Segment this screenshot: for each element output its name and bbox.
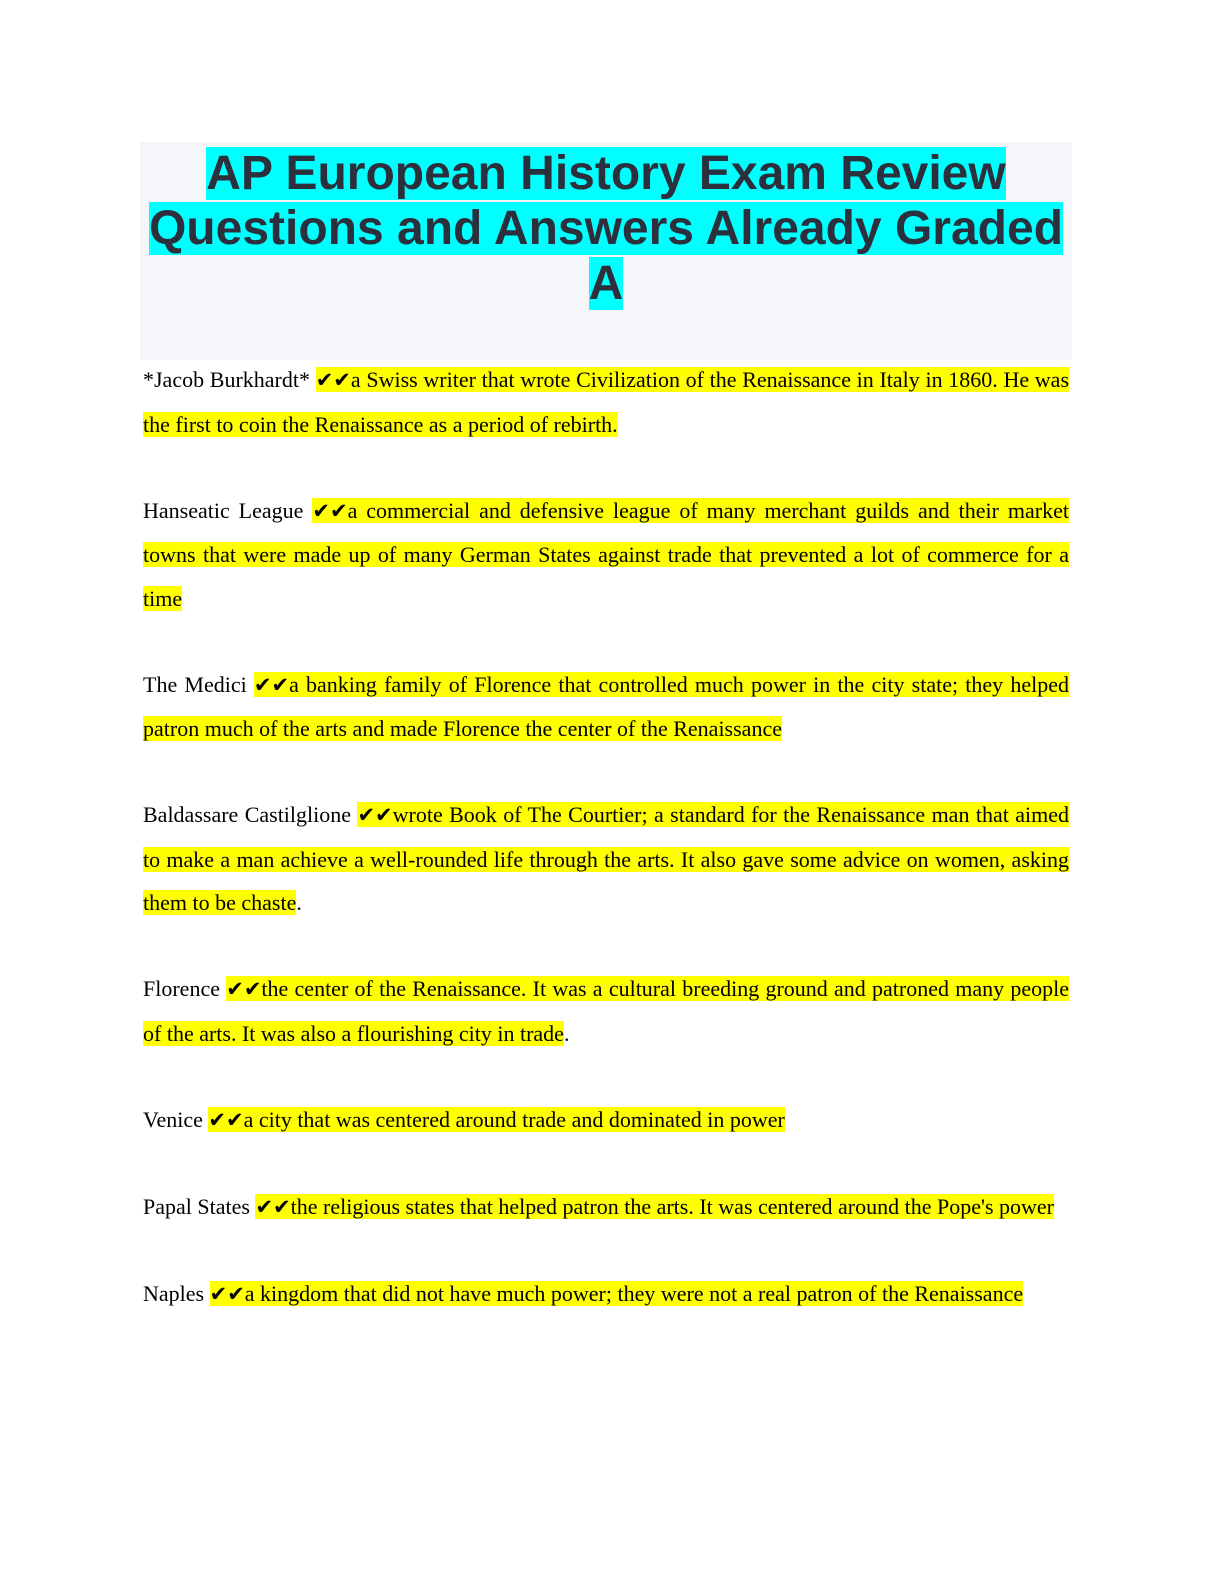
entry-answer: a banking family of Florence that controlled much power in the city state; they helped patron much of the arts and made Florence the center of the Renaissance xyxy=(143,671,1069,741)
entry-answer-highlight xyxy=(208,1107,784,1132)
entry-list xyxy=(143,358,1069,1316)
entry-term: Papal States xyxy=(143,1193,250,1219)
entry-tail: . xyxy=(296,890,302,915)
entry-answer-highlight xyxy=(143,976,1069,1046)
entry-jacob-burkhardt xyxy=(143,358,1069,446)
double-check-icon: ✔✔ xyxy=(226,977,262,1001)
entry-term: Baldassare Castilglione xyxy=(143,802,352,827)
double-check-icon: ✔✔ xyxy=(253,672,290,697)
entry-naples xyxy=(143,1272,1069,1317)
entry-answer: a kingdom that did not have much power; they were not a real patron of the Renaissance xyxy=(244,1280,1024,1306)
entry-hanseatic-league xyxy=(143,489,1069,621)
entry-term: Hanseatic League xyxy=(143,497,304,523)
entry-venice xyxy=(143,1098,1069,1143)
title-box xyxy=(140,142,1072,360)
entry-answer: wrote Book of The Courtier; a standard for the Renaissance man that aimed to make a man achieve a well-rounded life through the arts. It also gave some advice on women, asking them to be chaste xyxy=(143,802,1070,915)
double-check-icon: ✔✔ xyxy=(208,1107,244,1132)
entry-answer: the religious states that helped patron the arts. It was centered around the Pope's power xyxy=(290,1193,1054,1219)
entry-answer: a city that was centered around trade and dominated in power xyxy=(243,1106,785,1132)
entry-papal-states xyxy=(143,1185,1069,1230)
entry-baldassare-castilglione xyxy=(143,793,1069,925)
entry-answer-highlight xyxy=(255,1194,1054,1219)
entry-answer-highlight xyxy=(143,672,1069,742)
double-check-icon: ✔✔ xyxy=(357,803,393,827)
entry-answer: the center of the Renaissance. It was a cultural breeding ground and patroned many people of the arts. It was also a flourishing city in trade xyxy=(143,976,1070,1046)
entry-the-medici xyxy=(143,663,1069,751)
page-title-text: AP European History Exam Review Questions and Answers Already Graded A xyxy=(148,147,1064,310)
double-check-icon: ✔✔ xyxy=(255,1194,291,1219)
entry-florence xyxy=(143,967,1069,1055)
double-check-icon: ✔✔ xyxy=(312,498,348,523)
page-title xyxy=(140,142,1072,311)
entry-term: The Medici xyxy=(143,671,247,697)
entry-answer: a Swiss writer that wrote Civilization of the Renaissance in Italy in 1860. He was the first to coin the Renaissance as a period of rebirth. xyxy=(143,367,1070,437)
double-check-icon: ✔✔ xyxy=(315,368,351,392)
entry-tail: . xyxy=(563,1020,570,1046)
double-check-icon: ✔✔ xyxy=(209,1281,245,1306)
entry-term: Venice xyxy=(143,1106,203,1132)
entry-answer: a commercial and defensive league of many merchant guilds and their market towns that were made up of many German States against trade that prevented a lot of commerce for a time xyxy=(143,497,1070,611)
entry-term: *Jacob Burkhardt* xyxy=(143,367,310,392)
entry-term: Naples xyxy=(143,1280,205,1306)
entry-answer-highlight xyxy=(210,1281,1024,1306)
entry-term: Florence xyxy=(143,976,220,1001)
